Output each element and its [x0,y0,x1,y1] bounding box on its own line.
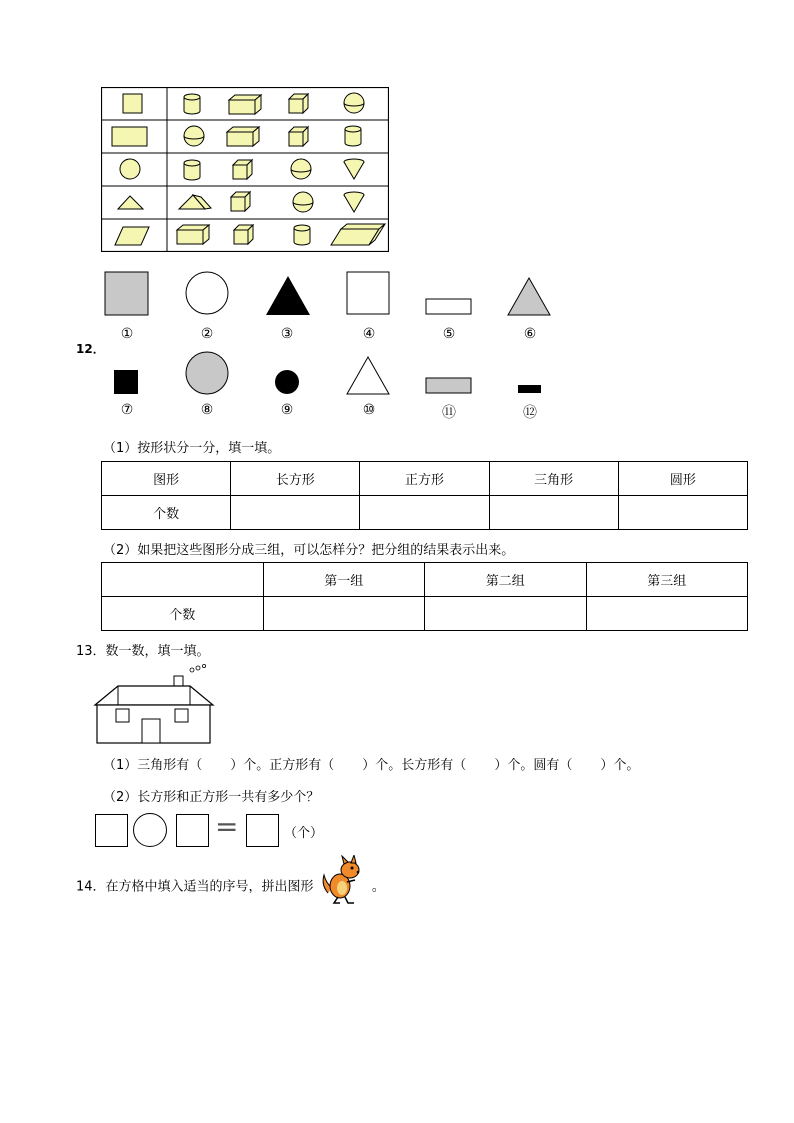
shape-label-5: ⑤ [442,326,456,342]
shape-label-3: ③ [280,326,294,342]
cuboid [229,95,261,114]
cone [344,159,364,179]
parallelogram-face [115,227,149,245]
circle-face [120,159,140,179]
sphere [291,159,311,179]
cone [344,192,364,212]
answer-cell-square[interactable] [360,496,489,530]
q13-part1-segment: （1）三角形有（ [103,758,203,773]
table-header-cell: 第一组 [263,563,425,597]
table-header-cell: 第三组 [586,563,748,597]
table-header-cell: 圆形 [618,462,747,496]
answer-cell-group-2[interactable] [425,597,587,631]
answer-cell-triangle[interactable] [489,496,618,530]
cube [231,192,250,211]
q13-part1-segment: ）个。正方形有（ [230,758,335,773]
question-14-title [76,873,385,901]
equation-result-box[interactable] [246,814,279,847]
q12-group-table [101,562,748,631]
answer-cell-group-1[interactable] [263,597,425,631]
unit-label: （个） [284,826,324,841]
table-header-cell: 图形 [102,462,231,496]
sphere [344,93,364,113]
shape-1-gray-square [105,272,148,315]
cuboid [227,127,259,146]
triangle-face [118,196,143,209]
equals-sign: = [215,810,239,843]
answer-cell-circle[interactable] [618,496,747,530]
shape-label-9: ⑨ [280,402,294,418]
shape-6-gray-triangle [508,278,550,315]
q12-shape-count-table [101,461,748,530]
shape-label-12: ⑫ [523,405,537,421]
table-header-cell: 正方形 [360,462,489,496]
shape-label-1: ① [120,326,134,342]
shape-11-gray-rectangle [426,378,471,393]
q12-part1-prompt: （1）按形状分一分，填一填。 [103,441,281,456]
shape-8-gray-circle [186,352,228,394]
cube [233,160,252,179]
table-header-cell: 三角形 [489,462,618,496]
kangaroo-image [318,855,368,901]
shape-label-4: ④ [362,326,376,342]
table-header-cell: 第二组 [425,563,587,597]
q13-part1-segment: ）个。 [600,758,640,773]
cylinder [345,126,361,146]
shape-label-8: ⑧ [200,402,214,418]
shape-4-white-square [347,272,389,314]
q13-part2-prompt: （2）长方形和正方形一共有多少个？ [103,790,320,805]
cylinder [294,225,310,245]
shape-9-black-circle [275,370,299,394]
shape-label-6: ⑥ [523,326,537,342]
equation-box-1[interactable] [95,814,128,847]
shape-2-white-circle [186,272,228,314]
q13-part1-line [103,754,639,773]
shape-3-black-triangle [266,276,310,315]
cylinder [184,94,200,114]
shape-label-2: ② [200,326,214,342]
table-row-label: 个数 [102,597,264,631]
plane-shapes-figure [95,268,565,398]
question-12-number: 12． [76,342,105,356]
q12-part2-prompt: （2）如果把这些图形分成三组，可以怎样分？把分组的结果表示出来。 [103,543,515,558]
answer-cell-group-3[interactable] [586,597,748,631]
q13-part1-segment: ）个。长方形有（ [362,758,467,773]
shape-label-11: ⑪ [442,405,456,421]
equation-box-2[interactable] [176,814,209,847]
shape-label-10: ⑩ [362,402,376,418]
sphere [293,192,313,212]
table-header-cell: 长方形 [231,462,360,496]
q13-part1-segment: ）个。圆有（ [494,758,573,773]
shape-label-7: ⑦ [120,402,134,418]
answer-cell-rectangle[interactable] [231,496,360,530]
operator-circle-box[interactable] [133,813,167,847]
question-13-title: 13．数一数，填一填。 [76,644,210,659]
q14-title-text: 14．在方格中填入适当的序号，拼出图形 [76,879,314,895]
cuboid [177,225,209,244]
cube [289,127,308,146]
solid-shapes-grid [101,87,389,252]
cube [234,225,253,244]
house-figure [92,664,216,746]
shape-10-white-triangle [347,357,389,394]
shape-5-white-rectangle [426,299,471,314]
table-row-label: 个数 [102,496,231,530]
shape-7-black-square [114,370,138,394]
table-header-cell [102,563,264,597]
sphere [184,126,204,146]
shape-12-black-rectangle [518,385,541,393]
rectangle-face [112,127,147,146]
cube [289,94,308,113]
q14-title-end: 。 [371,879,385,895]
cylinder [184,160,200,180]
square-face [123,94,142,113]
